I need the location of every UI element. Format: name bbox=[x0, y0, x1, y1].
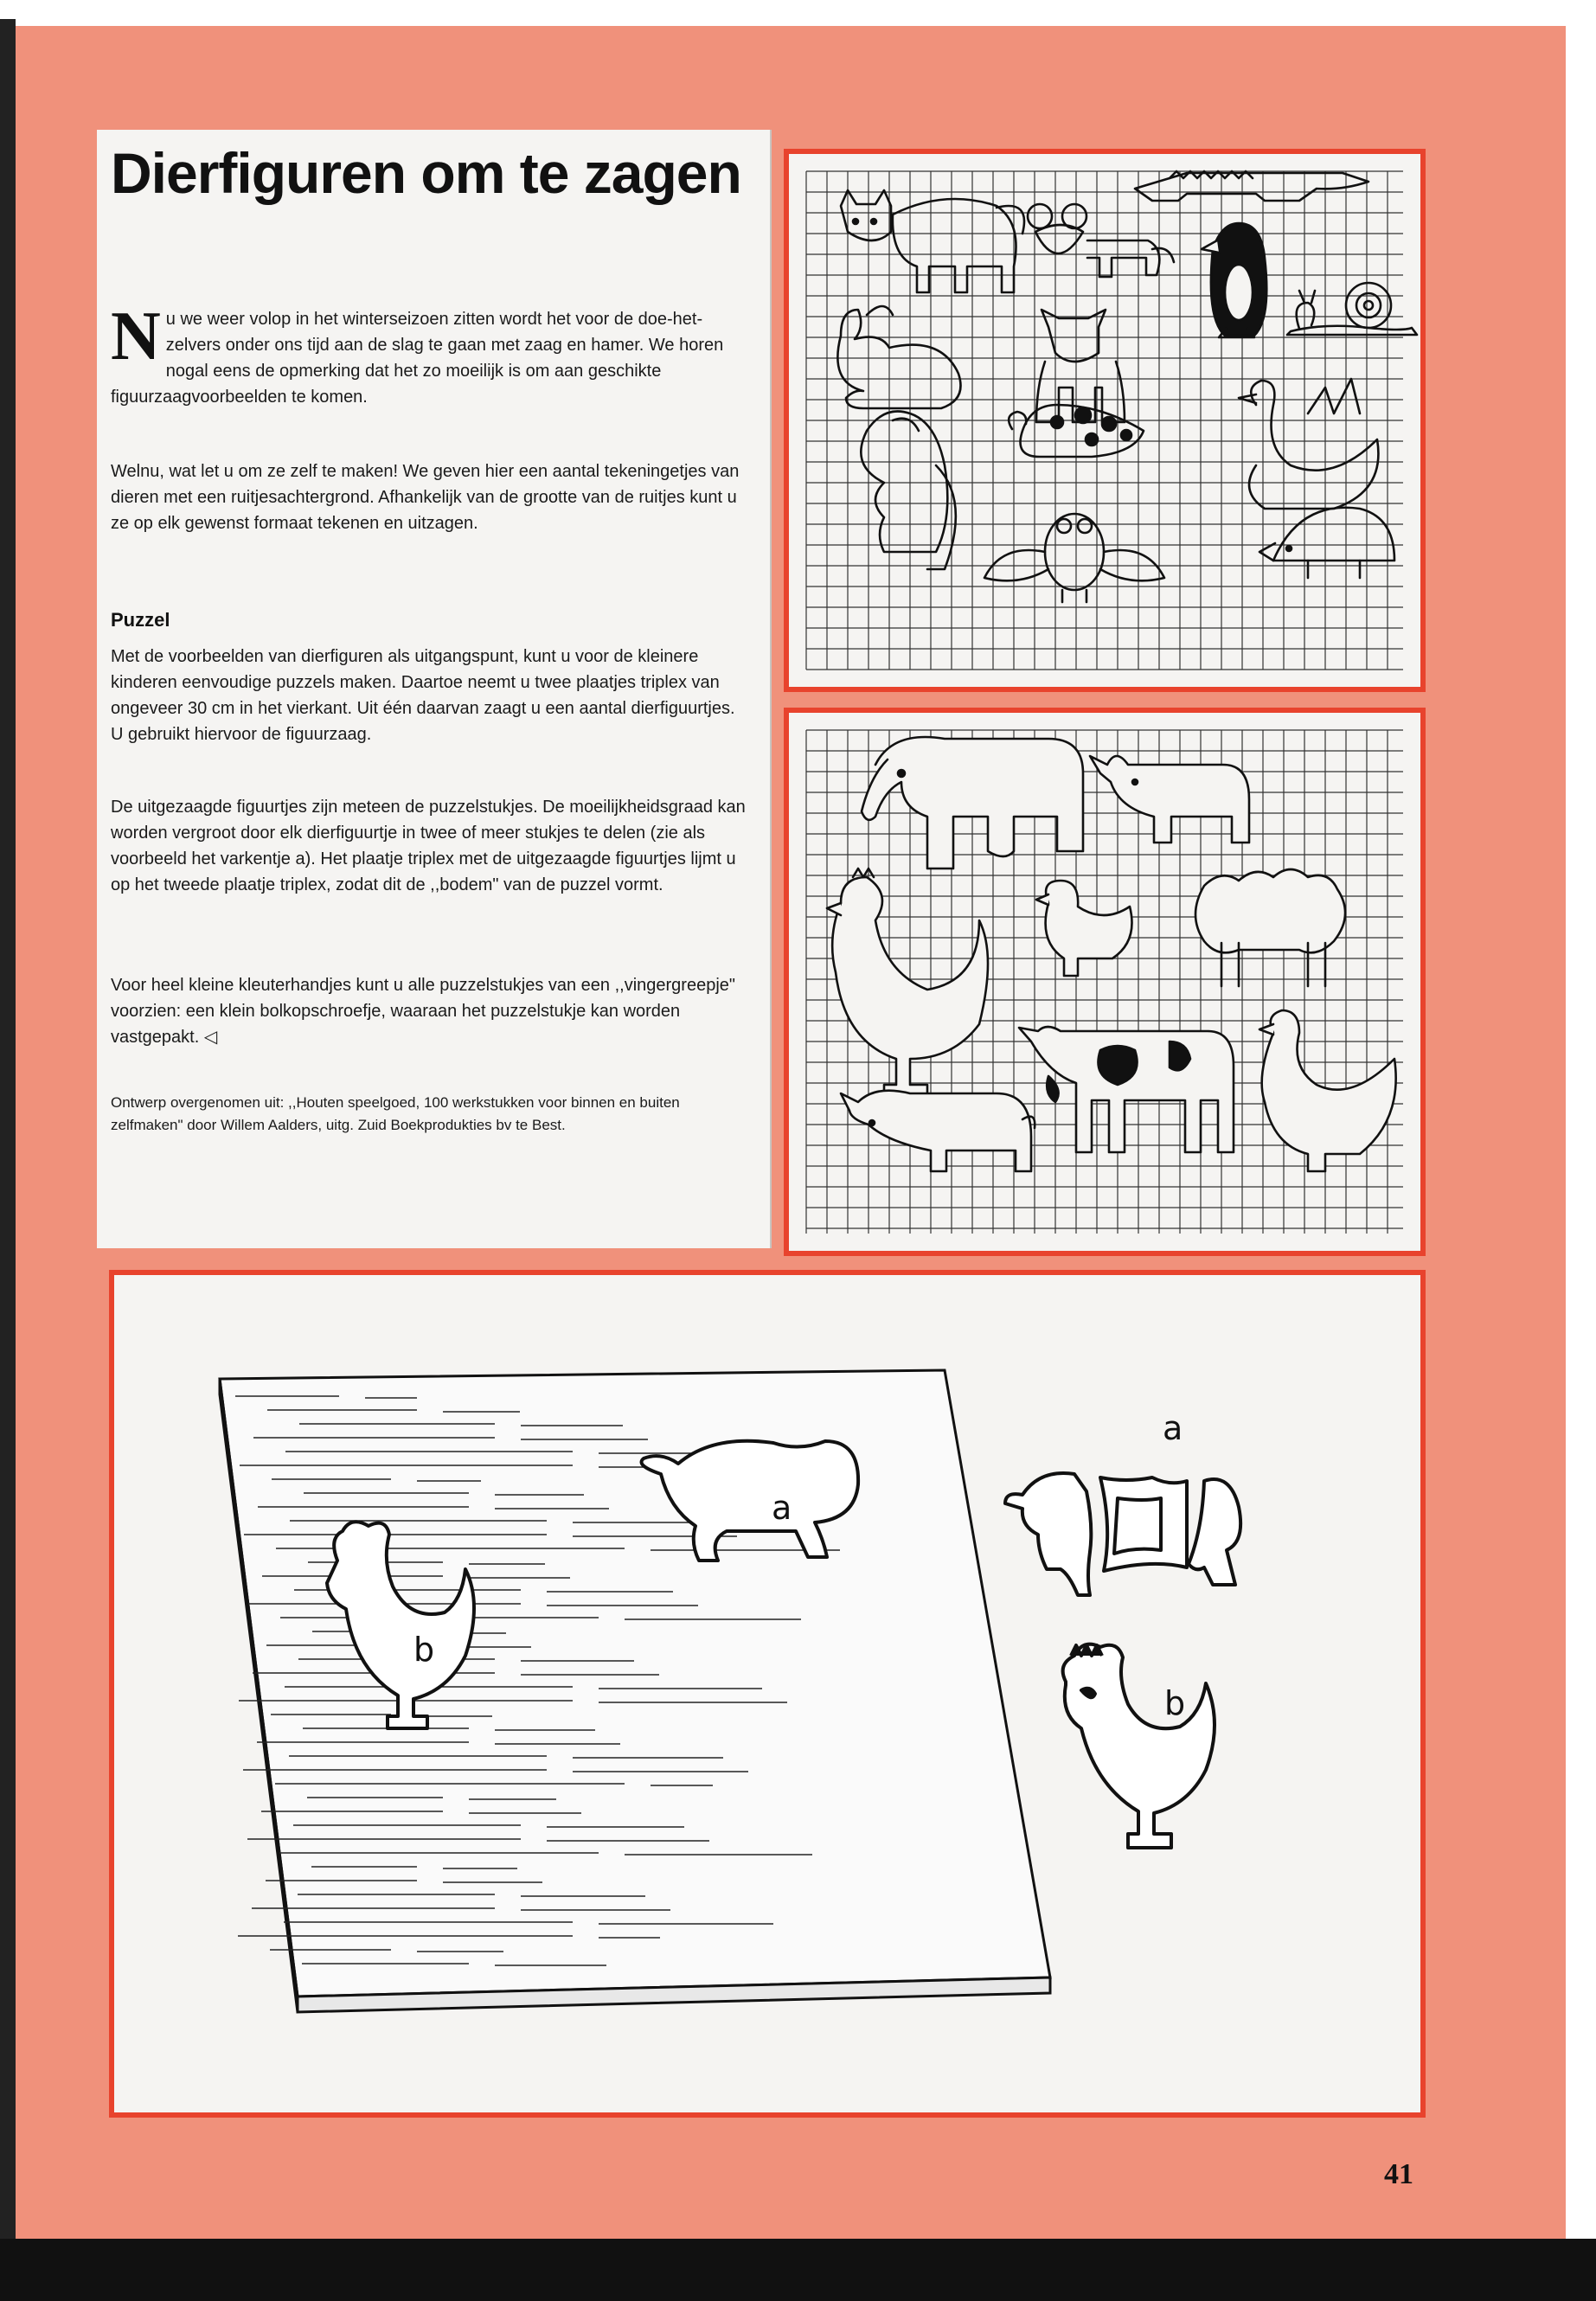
source-credit: Ontwerp overgenomen uit: ,,Houten speelgoed, 100 werkstukken voor binnen en buiten zelfmaken" door Willem Aalders, uitg. Zuid Boekprodukties bv te Best. bbox=[111, 1094, 680, 1133]
paragraph-5: Voor heel kleine kleuterhandjes kunt u alle puzzelstukjes van een ,,vingergreepje" voorzien: een klein bolkopschroefje, waaraan het puzzelstukje kan worden vastgepakt. ◁ bbox=[111, 976, 736, 1047]
grid-figure-1 bbox=[784, 149, 1426, 692]
grid-figure-2 bbox=[784, 708, 1426, 1256]
column-divider bbox=[770, 130, 772, 1248]
crocodile-figure bbox=[1135, 171, 1368, 201]
drop-cap: N bbox=[111, 298, 161, 375]
rooster-figure bbox=[827, 868, 988, 1095]
animal-grid-drawing-2 bbox=[789, 713, 1420, 1251]
animal-grid-drawing-1 bbox=[789, 154, 1420, 687]
hen-puzzle-piece bbox=[1063, 1644, 1215, 1848]
label-pig-on-board: a bbox=[772, 1489, 792, 1527]
pig-figure bbox=[841, 1091, 1035, 1171]
rabbit-figure bbox=[837, 306, 960, 408]
label-hen-on-board: b bbox=[413, 1631, 435, 1669]
article-title: Dierfiguren om te zagen bbox=[111, 141, 741, 205]
page-number: 41 bbox=[1384, 2158, 1413, 2190]
label-hen-piece: b bbox=[1164, 1684, 1186, 1722]
mouse-figure bbox=[1028, 204, 1174, 277]
rhino-figure bbox=[1090, 756, 1249, 843]
snail-figure bbox=[1287, 283, 1417, 335]
puzzle-board-drawing bbox=[114, 1275, 1420, 2112]
pig-puzzle-pieces bbox=[1005, 1473, 1240, 1595]
hedgehog-figure bbox=[1259, 508, 1394, 578]
paragraph-3: Met de voorbeelden van dierfiguren als uitgangspunt, kunt u voor de kleinere kinderen eenvoudige puzzels maken. Daartoe neemt u twee plaatjes triplex van ongeveer 30 cm in het vierkant. Uit één daarvan zaagt u een aantal dierfiguurtjes. U gebruikt hiervoor de figuurzaag. bbox=[111, 647, 735, 744]
swan-figure bbox=[1239, 379, 1378, 509]
plywood-board bbox=[220, 1370, 1050, 2012]
scan-margin-bottom bbox=[0, 2239, 1596, 2301]
goose-figure bbox=[1259, 1010, 1396, 1171]
sheep-figure bbox=[1195, 869, 1345, 986]
intro-paragraph bbox=[111, 298, 749, 410]
paragraph-4: De uitgezaagde figuurtjes zijn meteen de puzzelstukjes. De moeilijkheidsgraad kan worden vergroot door elk dierfiguurtje in twee of meer stukjes te delen (zie als voorbeeld het varkentje a). Het plaatje triplex met de uitgezaagde figuurtjes lijmt u op het tweede plaatje triplex, zodat dit de ,,bodem" van de puzzel vormt. bbox=[111, 798, 746, 894]
owl-figure bbox=[984, 514, 1164, 602]
paragraph-2: Welnu, wat let u om ze zelf te maken! We geven hier een aantal tekeningetjes van dieren met een ruitjesachtergrond. Afhankelijk van de grootte van de ruitjes kunt u ze op elk gewenst formaat tekenen en uitzagen. bbox=[111, 462, 740, 533]
subheading-puzzel: Puzzel bbox=[111, 609, 170, 631]
cow-figure bbox=[1019, 1027, 1234, 1152]
penguin-figure bbox=[1202, 223, 1266, 337]
label-pig-pieces: a bbox=[1163, 1409, 1183, 1447]
intro-text: u we weer volop in het winterseizoen zitten wordt het voor de doe-het-zelvers onder ons tijd aan de slag te gaan met zaag en hamer. We horen nogal eens de opmerking dat het zo moeilijk is om aan geschikte figuurzaagvoorbeelden te komen. bbox=[111, 310, 724, 407]
scan-margin-left bbox=[0, 19, 16, 2301]
puzzle-illustration bbox=[109, 1270, 1426, 2118]
squirrel-figure bbox=[861, 412, 956, 570]
scan-margin-top bbox=[0, 0, 1596, 19]
